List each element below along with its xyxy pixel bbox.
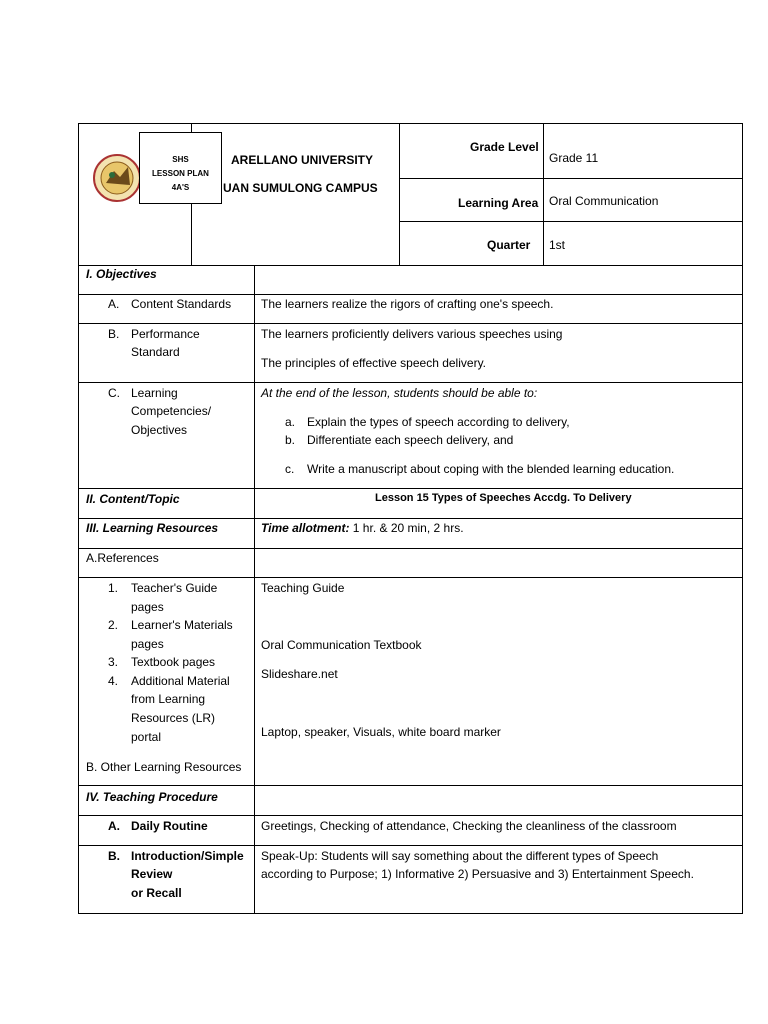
reference-item-line: Textbook pages [131,655,216,669]
reference-item-line: Teacher's Guide [131,581,218,595]
row-line [78,488,743,489]
competencies-label: Objectives [131,423,188,437]
reference-item-line: pages [131,637,164,651]
quarter-label: Quarter [487,238,531,252]
time-allotment-value: 1 hr. & 20 min, 2 hrs. [349,521,464,535]
reference-item-line: portal [131,730,162,744]
competencies-letter: C. [108,386,120,400]
reference-item-line: Resources (LR) [131,711,216,725]
time-allotment-label: Time allotment: [261,521,350,535]
reference-item-line: Learner's Materials [131,618,233,632]
learning-resources-label: III. Learning Resources [86,521,219,535]
reference-item-line: Additional Material [131,674,230,688]
competencies-label: Learning [131,386,178,400]
campus-name: UAN SUMULONG CAMPUS [223,181,378,195]
objectives-heading: I. Objectives [86,267,157,281]
lesson-plan-label-box [139,132,222,204]
time-allotment [261,520,464,536]
reference-item-num: 1. [108,581,119,595]
row-line [78,294,743,295]
lesson-plan-label-line: 4A'S [171,183,190,192]
content-standards-value: The learners realize the rigors of crafting one's speech. [261,297,554,311]
content-standards-letter: A. [108,297,120,311]
learning-area-value: Oral Communication [549,194,659,208]
reference-item-line: pages [131,600,164,614]
competency-item-text: Explain the types of speech according to delivery, [307,415,570,429]
references-label: A.References [86,551,159,565]
quarter-value: 1st [549,238,566,252]
competency-item-letter: c. [285,462,295,476]
lesson-plan-label-line: LESSON PLAN [152,169,209,178]
reference-item-line: from Learning [131,692,206,706]
university-name: ARELLANO UNIVERSITY [231,153,374,167]
reference-value: Laptop, speaker, Visuals, white board marker [261,725,501,739]
performance-standard-label: Standard [131,345,180,359]
header-divider-3 [543,123,544,265]
competency-item-text: Differentiate each speech delivery, and [307,433,514,447]
reference-item-num: 3. [108,655,119,669]
header-divider-2 [399,123,400,265]
content-topic-value: Lesson 15 Types of Speeches Accdg. To Delivery [375,492,632,504]
introduction-label: or Recall [131,886,182,900]
row-line [78,382,743,383]
content-topic-label: II. Content/Topic [86,492,180,506]
grade-level-value: Grade 11 [549,151,599,165]
competency-item-text: Write a manuscript about coping with the blended learning education. [307,462,675,476]
performance-standard-value: The learners proficiently delivers various speeches using [261,327,563,341]
row-line [78,577,743,578]
introduction-value: Speak-Up: Students will say something about the different types of Speech [261,849,659,863]
row-line [78,815,743,816]
reference-value: Slideshare.net [261,667,338,681]
header-row-line-2 [399,221,743,222]
row-line [78,845,743,846]
reference-item-num: 4. [108,674,119,688]
grade-level-label: Grade Level [470,140,539,154]
lesson-plan-label-line: SHS [172,155,189,164]
introduction-label: Review [131,867,173,881]
row-line [78,518,743,519]
other-learning-resources: B. Other Learning Resources [86,760,242,774]
reference-item-num: 2. [108,618,119,632]
competencies-intro: At the end of the lesson, students should be able to: [261,386,538,400]
daily-routine-value: Greetings, Checking of attendance, Checking the cleanliness of the classroom [261,819,677,833]
university-seal-logo [92,153,142,203]
row-line [78,785,743,786]
header-row-line-1 [399,178,743,179]
introduction-value: according to Purpose; 1) Informative 2) Persuasive and 3) Entertainment Speech. [261,867,694,881]
learning-area-label: Learning Area [458,196,539,210]
performance-standard-label: Performance [131,327,200,341]
competencies-label: Competencies/ [131,404,212,418]
reference-value: Teaching Guide [261,581,345,595]
competency-item-letter: b. [285,433,296,447]
introduction-letter: B. [108,849,120,863]
reference-value: Oral Communication Textbook [261,638,422,652]
content-standards-label: Content Standards [131,297,232,311]
daily-routine-letter: A. [108,819,120,833]
introduction-label: Introduction/Simple [131,849,244,863]
row-line [78,548,743,549]
performance-standard-value: The principles of effective speech delivery. [261,356,487,370]
performance-standard-letter: B. [108,327,120,341]
row-line [78,323,743,324]
competency-item-letter: a. [285,415,296,429]
teaching-procedure-heading: IV. Teaching Procedure [86,790,218,804]
main-column-divider [254,265,255,914]
daily-routine-label: Daily Routine [131,819,208,833]
